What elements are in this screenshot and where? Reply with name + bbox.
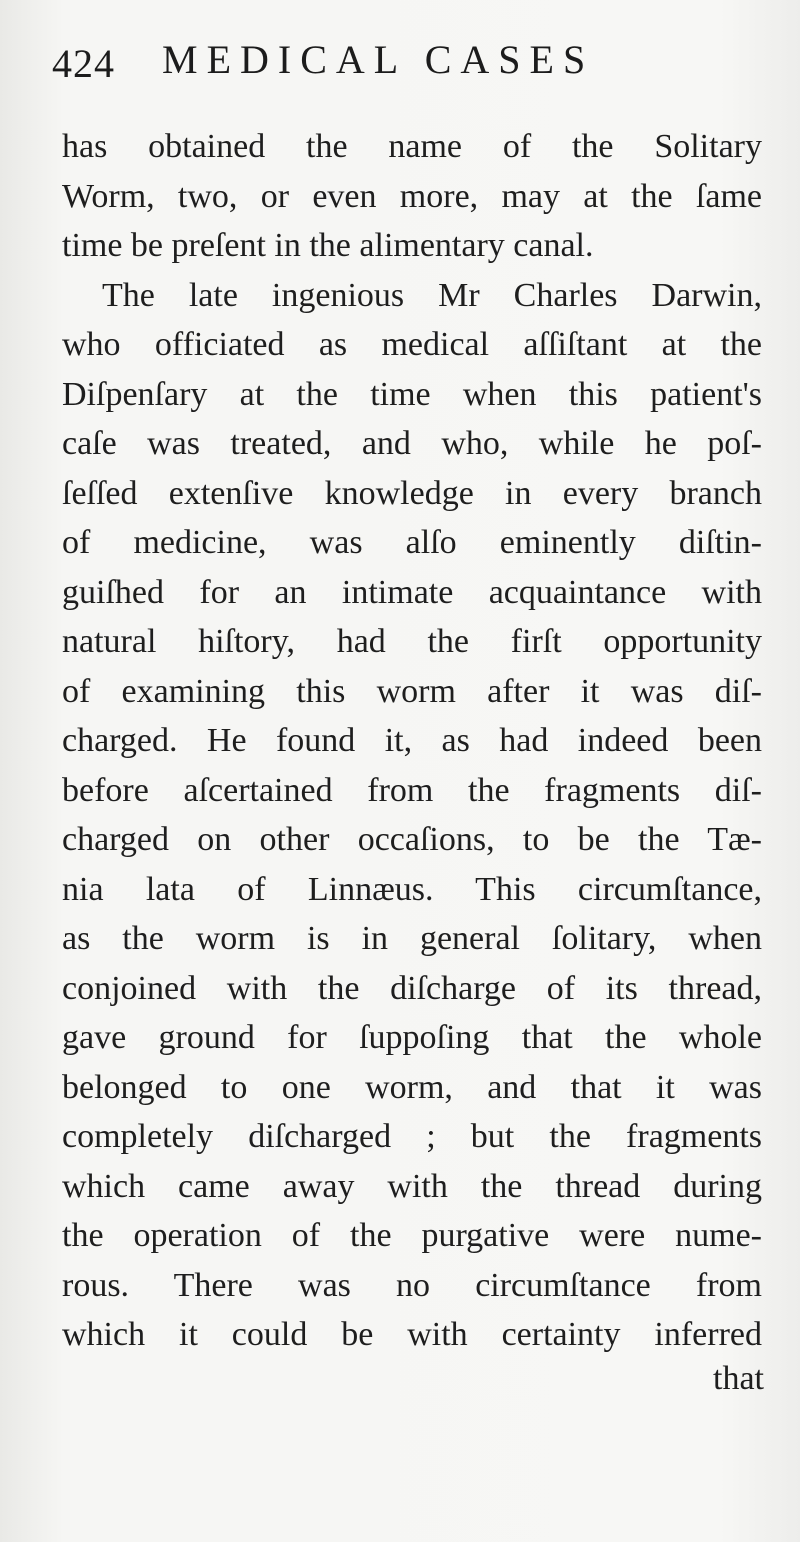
text-line: caſe was treated, and who, while he poſ- <box>62 425 762 462</box>
text-line: Diſpenſary at the time when this patient's <box>62 375 762 413</box>
text-line: as the worm is in general ſolitary, when <box>62 920 762 957</box>
body-text <box>62 122 762 1360</box>
text-line: ſeſſed extenſive knowledge in every branch <box>62 474 762 512</box>
text-line: natural hiſtory, had the firſt opportunity <box>62 623 762 660</box>
text-line: charged on other occaſions, to be the Tæ- <box>62 821 762 858</box>
text-line: belonged to one worm, and that it was <box>62 1068 762 1106</box>
text-line: time be preſent in the alimentary canal. <box>62 227 594 264</box>
text-line: Worm, two, or even more, may at the ſame <box>62 177 762 215</box>
text-line: guiſhed for an intimate acquaintance with <box>62 573 762 611</box>
text-line: charged. He found it, as had indeed been <box>62 722 762 759</box>
text-line: which came away with the thread during <box>62 1167 762 1205</box>
text-line: completely diſcharged ; but the fragments <box>62 1118 762 1155</box>
text-line: the operation of the purgative were nume- <box>62 1217 762 1254</box>
text-line: nia lata of Linnæus. This circumſtance, <box>62 870 762 908</box>
text-line: of medicine, was alſo eminently diſtin- <box>62 524 762 561</box>
text-line: conjoined with the diſcharge of its thread, <box>62 969 762 1007</box>
text-line: has obtained the name of the Solitary <box>62 128 762 165</box>
text-line: before aſcertained from the fragments diſ- <box>62 771 762 809</box>
text-line: rous. There was no circumſtance from <box>62 1266 762 1304</box>
page-number: 424 <box>52 41 115 86</box>
text-line: which it could be with certainty inferred <box>62 1316 762 1353</box>
text-line: gave ground for ſuppoſing that the whole <box>62 1019 762 1056</box>
text-line: who officiated as medical aſſiſtant at the <box>62 326 762 363</box>
running-head <box>52 36 752 96</box>
text-line: The late ingenious Mr Charles Darwin, <box>102 276 762 314</box>
running-title: MEDICAL CASES <box>162 37 595 82</box>
text-line: of examining this worm after it was diſ- <box>62 672 762 710</box>
catchword: that <box>713 1360 764 1397</box>
